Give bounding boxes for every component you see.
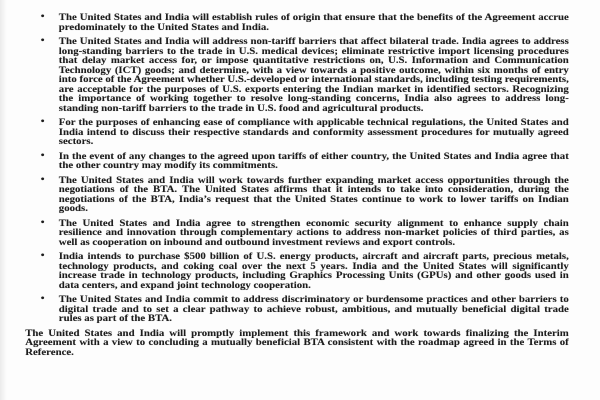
list-item bbox=[25, 118, 569, 147]
bullet-icon: • bbox=[40, 11, 45, 21]
bullet-text: The United States and India commit to address discriminatory or burdensome practices and other barriers to digital trade and to set a clear pathway to achieve robust, ambitious, and mutually beneficial digital trade rules as part of the BTA. bbox=[58, 294, 569, 323]
bullet-icon: • bbox=[40, 173, 45, 184]
list-item bbox=[25, 149, 569, 171]
bullet-icon: • bbox=[40, 250, 45, 260]
bullet-list bbox=[25, 13, 569, 324]
bullet-text: The United States and India will establish rules of origin that ensure that the benefits of the Agreement accrue predominately to the United States and India. bbox=[58, 12, 569, 32]
closing-paragraph: The United States and India will promptly implement this framework and work towards finalizing the Interim Agreement with a view to concluding a mutually beneficial BTA consistent with the roadmap agreed in the Terms of Reference. bbox=[25, 327, 569, 357]
list-item bbox=[25, 216, 569, 248]
bullet-icon: • bbox=[40, 116, 45, 126]
bullet-icon: • bbox=[40, 293, 45, 303]
list-item bbox=[25, 252, 569, 290]
list-item bbox=[25, 13, 569, 32]
bullet-icon: • bbox=[40, 216, 45, 227]
bullet-text: The United States and India will address non-tariff barriers that affect bilateral trade. India agrees to address long-standing barriers to the trade in U.S. medical devices; eliminate restrictive import licensing procedures that delay market access for, or impose quantitative restrictions on, U.S. Information and Communication Technology (ICT) goods; and determine, with a view towards a positive outcome, within six months of entry into force of the Agreement whether U.S.-developed or international standards, including testing requirements, are acceptable for the purposes of U.S. exports entering the Indian market in identified sectors. Recognizing the importance of working together to resolve long-standing concerns, India also agrees to address long-standing non-tariff barriers to the trade in U.S. food and agricultural products. bbox=[58, 36, 569, 113]
list-item bbox=[25, 295, 569, 324]
list-item bbox=[25, 173, 569, 214]
bullet-text: The United States and India agree to strengthen economic security alignment to enhance supply chain resilience and innovation through complementary actions to address non-market policies of third parties, as well as cooperation on inbound and outbound investment reviews and export controls. bbox=[58, 217, 569, 247]
bullet-icon: • bbox=[40, 35, 45, 45]
list-item bbox=[25, 37, 569, 113]
bullet-text: In the event of any changes to the agreed upon tariffs of either country, the United States and India agree that the other country may modify its commitments. bbox=[58, 150, 569, 170]
bullet-text: For the purposes of enhancing ease of compliance with applicable technical regulations, the United States and India intend to discuss their respective standards and conformity assessment procedures for mutually agreed sectors. bbox=[58, 117, 569, 146]
bullet-icon: • bbox=[40, 149, 45, 160]
bullet-text: India intends to purchase $500 billion of U.S. energy products, aircraft and aircraft parts, precious metals, technology products, and coking coal over the next 5 years. India and the United States will significantly increase trade in technology products, including Graphics Processing Units (GPUs) and other goods used in data centers, and expand joint technology cooperation. bbox=[58, 251, 569, 290]
bullet-text: The United States and India will work towards further expanding market access opportunities through the negotiations of the BTA. The United States affirms that it intends to take into consideration, during the negotiations of the BTA, India’s request that the United States continue to work to lower tariffs on Indian goods. bbox=[58, 174, 569, 213]
